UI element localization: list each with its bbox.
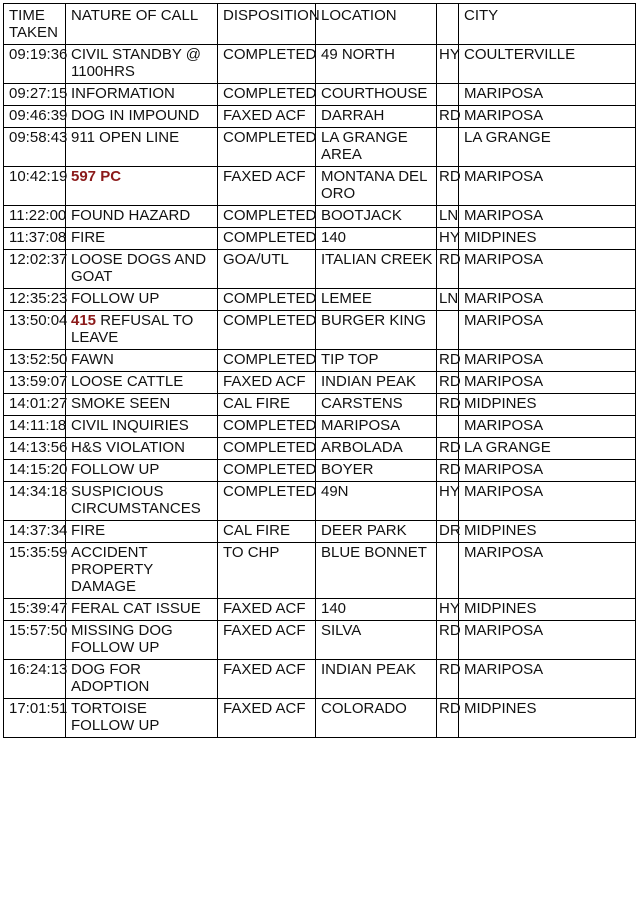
city-cell: MIDPINES bbox=[459, 699, 636, 738]
time-taken-cell: 15:35:59 bbox=[4, 543, 66, 599]
city-cell: MARIPOSA bbox=[459, 543, 636, 599]
nature-of-call-cell bbox=[66, 311, 218, 350]
nature-of-call-text: CIVIL STANDBY @ 1100HRS bbox=[71, 46, 201, 80]
nature-of-call-cell bbox=[66, 394, 218, 416]
nature-of-call-cell bbox=[66, 482, 218, 521]
nature-of-call-cell bbox=[66, 128, 218, 167]
location-cell: COLORADO bbox=[316, 699, 437, 738]
road-type-cell: HY bbox=[437, 482, 459, 521]
disposition-cell: FAXED ACF bbox=[218, 621, 316, 660]
time-taken-cell: 13:59:07 bbox=[4, 372, 66, 394]
location-cell: 49N bbox=[316, 482, 437, 521]
location-cell: INDIAN PEAK bbox=[316, 660, 437, 699]
nature-of-call-cell bbox=[66, 599, 218, 621]
location-cell: COURTHOUSE bbox=[316, 84, 437, 106]
city-cell: MARIPOSA bbox=[459, 84, 636, 106]
location-cell: BURGER KING bbox=[316, 311, 437, 350]
road-type-cell bbox=[437, 543, 459, 599]
table-row bbox=[4, 660, 636, 699]
road-type-cell: RD bbox=[437, 394, 459, 416]
city-cell: MARIPOSA bbox=[459, 206, 636, 228]
location-cell: LEMEE bbox=[316, 289, 437, 311]
nature-of-call-text: 911 OPEN LINE bbox=[71, 129, 180, 146]
road-type-cell bbox=[437, 416, 459, 438]
city-cell: MARIPOSA bbox=[459, 372, 636, 394]
nature-of-call-cell bbox=[66, 167, 218, 206]
road-type-cell: RD bbox=[437, 372, 459, 394]
table-row bbox=[4, 599, 636, 621]
time-taken-cell: 15:39:47 bbox=[4, 599, 66, 621]
nature-of-call-text: FOUND HAZARD bbox=[71, 207, 191, 224]
table-row bbox=[4, 521, 636, 543]
location-cell: SILVA bbox=[316, 621, 437, 660]
time-taken-cell: 09:27:15 bbox=[4, 84, 66, 106]
table-row bbox=[4, 621, 636, 660]
table-row bbox=[4, 372, 636, 394]
nature-of-call-text: ACCIDENT PROPERTY DAMAGE bbox=[71, 544, 153, 595]
nature-of-call-cell bbox=[66, 350, 218, 372]
table-row bbox=[4, 289, 636, 311]
nature-of-call-cell bbox=[66, 460, 218, 482]
table-row bbox=[4, 394, 636, 416]
nature-of-call-text: DOG FOR ADOPTION bbox=[71, 661, 150, 695]
nature-of-call-cell bbox=[66, 543, 218, 599]
city-cell: COULTERVILLE bbox=[459, 45, 636, 84]
city-cell: MIDPINES bbox=[459, 394, 636, 416]
road-type-cell: RD bbox=[437, 460, 459, 482]
call-log-table bbox=[3, 3, 636, 738]
nature-of-call-cell bbox=[66, 228, 218, 250]
road-type-cell: LN bbox=[437, 289, 459, 311]
disposition-cell: FAXED ACF bbox=[218, 167, 316, 206]
penal-code-label: 597 PC bbox=[71, 168, 122, 185]
road-type-cell: RD bbox=[437, 350, 459, 372]
penal-code-label: 415 bbox=[71, 312, 97, 329]
table-row bbox=[4, 438, 636, 460]
location-cell: BOOTJACK bbox=[316, 206, 437, 228]
header-location: LOCATION bbox=[316, 4, 437, 45]
table-row bbox=[4, 350, 636, 372]
disposition-cell: COMPLETED bbox=[218, 206, 316, 228]
nature-of-call-text: MISSING DOG FOLLOW UP bbox=[71, 622, 173, 656]
nature-of-call-text: LOOSE CATTLE bbox=[71, 373, 184, 390]
table-row bbox=[4, 250, 636, 289]
disposition-cell: TO CHP bbox=[218, 543, 316, 599]
city-cell: MARIPOSA bbox=[459, 482, 636, 521]
disposition-cell: CAL FIRE bbox=[218, 521, 316, 543]
table-row bbox=[4, 45, 636, 84]
road-type-cell: RD bbox=[437, 699, 459, 738]
time-taken-cell: 09:58:43 bbox=[4, 128, 66, 167]
disposition-cell: COMPLETED bbox=[218, 350, 316, 372]
nature-of-call-text: FOLLOW UP bbox=[71, 290, 160, 307]
table-row bbox=[4, 416, 636, 438]
location-cell: TIP TOP bbox=[316, 350, 437, 372]
location-cell: ARBOLADA bbox=[316, 438, 437, 460]
header-time-taken: TIME TAKEN bbox=[4, 4, 66, 45]
road-type-cell: RD bbox=[437, 106, 459, 128]
disposition-cell: COMPLETED bbox=[218, 228, 316, 250]
nature-of-call-cell bbox=[66, 45, 218, 84]
nature-of-call-cell bbox=[66, 106, 218, 128]
nature-of-call-text: FIRE bbox=[71, 522, 106, 539]
disposition-cell: COMPLETED bbox=[218, 311, 316, 350]
nature-of-call-text: H&S VIOLATION bbox=[71, 439, 185, 456]
city-cell: MARIPOSA bbox=[459, 250, 636, 289]
road-type-cell: RD bbox=[437, 250, 459, 289]
time-taken-cell: 13:50:04 bbox=[4, 311, 66, 350]
nature-of-call-cell bbox=[66, 621, 218, 660]
disposition-cell: FAXED ACF bbox=[218, 372, 316, 394]
nature-of-call-cell bbox=[66, 699, 218, 738]
table-row bbox=[4, 167, 636, 206]
time-taken-cell: 14:11:18 bbox=[4, 416, 66, 438]
header-row bbox=[4, 4, 636, 45]
nature-of-call-text: SUSPICIOUS CIRCUMSTANCES bbox=[71, 483, 201, 517]
disposition-cell: COMPLETED bbox=[218, 84, 316, 106]
city-cell: MARIPOSA bbox=[459, 621, 636, 660]
nature-of-call-text: TORTOISE FOLLOW UP bbox=[71, 700, 160, 734]
table-row bbox=[4, 311, 636, 350]
nature-of-call-text: INFORMATION bbox=[71, 85, 175, 102]
time-taken-cell: 13:52:50 bbox=[4, 350, 66, 372]
nature-of-call-text: FIRE bbox=[71, 229, 106, 246]
road-type-cell: RD bbox=[437, 660, 459, 699]
disposition-cell: FAXED ACF bbox=[218, 599, 316, 621]
city-cell: LA GRANGE bbox=[459, 128, 636, 167]
nature-of-call-text: FOLLOW UP bbox=[71, 461, 160, 478]
time-taken-cell: 14:34:18 bbox=[4, 482, 66, 521]
table-row bbox=[4, 543, 636, 599]
call-log-body bbox=[4, 45, 636, 738]
location-cell: 140 bbox=[316, 228, 437, 250]
city-cell: LA GRANGE bbox=[459, 438, 636, 460]
disposition-cell: COMPLETED bbox=[218, 416, 316, 438]
city-cell: MARIPOSA bbox=[459, 660, 636, 699]
table-row bbox=[4, 460, 636, 482]
road-type-cell: RD bbox=[437, 621, 459, 660]
time-taken-cell: 14:01:27 bbox=[4, 394, 66, 416]
nature-of-call-cell bbox=[66, 250, 218, 289]
location-cell: MARIPOSA bbox=[316, 416, 437, 438]
time-taken-cell: 16:24:13 bbox=[4, 660, 66, 699]
time-taken-cell: 14:37:34 bbox=[4, 521, 66, 543]
nature-of-call-cell bbox=[66, 438, 218, 460]
road-type-cell: HY bbox=[437, 228, 459, 250]
city-cell: MARIPOSA bbox=[459, 311, 636, 350]
road-type-cell bbox=[437, 128, 459, 167]
header-city: CITY bbox=[459, 4, 636, 45]
road-type-cell: RD bbox=[437, 167, 459, 206]
location-cell: DARRAH bbox=[316, 106, 437, 128]
location-cell: BLUE BONNET bbox=[316, 543, 437, 599]
disposition-cell: COMPLETED bbox=[218, 128, 316, 167]
table-row bbox=[4, 128, 636, 167]
time-taken-cell: 11:22:00 bbox=[4, 206, 66, 228]
location-cell: INDIAN PEAK bbox=[316, 372, 437, 394]
nature-of-call-text: LOOSE DOGS AND GOAT bbox=[71, 251, 207, 285]
location-cell: MONTANA DEL ORO bbox=[316, 167, 437, 206]
city-cell: MIDPINES bbox=[459, 599, 636, 621]
nature-of-call-text: FAWN bbox=[71, 351, 114, 368]
disposition-cell: COMPLETED bbox=[218, 438, 316, 460]
time-taken-cell: 09:46:39 bbox=[4, 106, 66, 128]
road-type-cell: DR bbox=[437, 521, 459, 543]
table-row bbox=[4, 482, 636, 521]
table-row bbox=[4, 206, 636, 228]
nature-of-call-text: CIVIL INQUIRIES bbox=[71, 417, 189, 434]
nature-of-call-cell bbox=[66, 84, 218, 106]
city-cell: MARIPOSA bbox=[459, 416, 636, 438]
time-taken-cell: 12:02:37 bbox=[4, 250, 66, 289]
disposition-cell: FAXED ACF bbox=[218, 660, 316, 699]
disposition-cell: COMPLETED bbox=[218, 482, 316, 521]
table-row bbox=[4, 106, 636, 128]
header-nature-of-call: NATURE OF CALL bbox=[66, 4, 218, 45]
nature-of-call-text: REFUSAL TO LEAVE bbox=[71, 312, 194, 346]
nature-of-call-cell bbox=[66, 372, 218, 394]
city-cell: MIDPINES bbox=[459, 521, 636, 543]
location-cell: ITALIAN CREEK bbox=[316, 250, 437, 289]
city-cell: MARIPOSA bbox=[459, 106, 636, 128]
city-cell: MARIPOSA bbox=[459, 167, 636, 206]
location-cell: CARSTENS bbox=[316, 394, 437, 416]
road-type-cell: RD bbox=[437, 438, 459, 460]
road-type-cell bbox=[437, 84, 459, 106]
nature-of-call-text: SMOKE SEEN bbox=[71, 395, 171, 412]
road-type-cell: LN bbox=[437, 206, 459, 228]
table-row bbox=[4, 228, 636, 250]
disposition-cell: COMPLETED bbox=[218, 45, 316, 84]
city-cell: MARIPOSA bbox=[459, 350, 636, 372]
time-taken-cell: 12:35:23 bbox=[4, 289, 66, 311]
road-type-cell: HY bbox=[437, 599, 459, 621]
time-taken-cell: 10:42:19 bbox=[4, 167, 66, 206]
city-cell: MARIPOSA bbox=[459, 460, 636, 482]
disposition-cell: GOA/UTL bbox=[218, 250, 316, 289]
time-taken-cell: 09:19:36 bbox=[4, 45, 66, 84]
time-taken-cell: 11:37:08 bbox=[4, 228, 66, 250]
city-cell: MIDPINES bbox=[459, 228, 636, 250]
nature-of-call-cell bbox=[66, 206, 218, 228]
table-row bbox=[4, 699, 636, 738]
location-cell: DEER PARK bbox=[316, 521, 437, 543]
nature-of-call-cell bbox=[66, 416, 218, 438]
nature-of-call-cell bbox=[66, 521, 218, 543]
table-row bbox=[4, 84, 636, 106]
location-cell: LA GRANGE AREA bbox=[316, 128, 437, 167]
time-taken-cell: 14:13:56 bbox=[4, 438, 66, 460]
city-cell: MARIPOSA bbox=[459, 289, 636, 311]
nature-of-call-cell bbox=[66, 289, 218, 311]
time-taken-cell: 17:01:51 bbox=[4, 699, 66, 738]
nature-of-call-text: FERAL CAT ISSUE bbox=[71, 600, 201, 617]
location-cell: 49 NORTH bbox=[316, 45, 437, 84]
disposition-cell: COMPLETED bbox=[218, 289, 316, 311]
location-cell: 140 bbox=[316, 599, 437, 621]
road-type-cell bbox=[437, 311, 459, 350]
location-cell: BOYER bbox=[316, 460, 437, 482]
header-disposition: DISPOSITION bbox=[218, 4, 316, 45]
header-road-type bbox=[437, 4, 459, 45]
nature-of-call-cell bbox=[66, 660, 218, 699]
disposition-cell: FAXED ACF bbox=[218, 106, 316, 128]
disposition-cell: FAXED ACF bbox=[218, 699, 316, 738]
disposition-cell: COMPLETED bbox=[218, 460, 316, 482]
nature-of-call-text: DOG IN IMPOUND bbox=[71, 107, 200, 124]
disposition-cell: CAL FIRE bbox=[218, 394, 316, 416]
road-type-cell: HY bbox=[437, 45, 459, 84]
time-taken-cell: 15:57:50 bbox=[4, 621, 66, 660]
time-taken-cell: 14:15:20 bbox=[4, 460, 66, 482]
